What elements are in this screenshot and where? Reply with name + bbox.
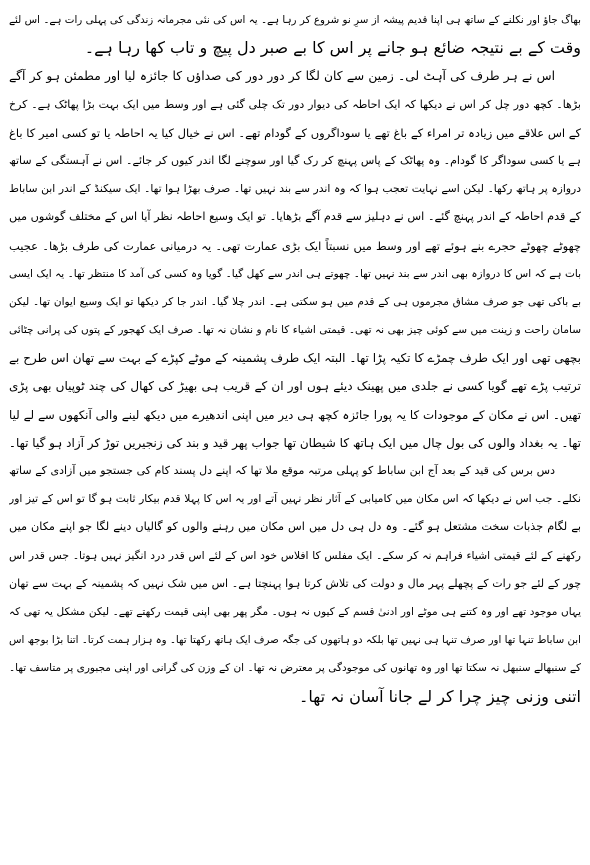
- paragraph-1: [9, 6, 581, 62]
- text-line: تھا۔ یہ بغداد والوں کی بول چال میں ایک ہاتھ کا شیطان تھا جواب پھر قید و بند کی زنجیریں توڑ کر آزاد ہو گیا تھا۔: [9, 435, 581, 450]
- text-line: وقت کے بے نتیجہ ضائع ہو جانے پر اس کا بے صبر دل پیچ و تاب کھا رہا ہے۔: [84, 38, 581, 58]
- text-line: بات ہے کہ اس کا دروازہ بھی اندر سے بند نہیں تھا۔ چھوتے ہی اندر سے کھل گیا۔ گویا وہ کسی کی آمد کا منتظر تھا۔ یہ ایک ایسی: [9, 267, 581, 280]
- paragraph-2: [9, 62, 581, 457]
- text-line: یہاں موجود تھے اور وہ کتنے ہی موٹے اور ادنیٰ قسم کے کیوں نہ ہوں۔ مگر پھر بھی اپنی قیمت رکھتے تھے۔ لیکن مشکل یہ تھی کہ: [9, 605, 581, 618]
- text-line: چور کے لئے جو رات کے پچھلے پہر مال و دولت کی تلاش کرتا ہوا پہنچتا ہے۔ اس میں شک نہیں کہ پشمینہ کے بہت سے تھان: [9, 576, 581, 590]
- text-line: بے لگام جذبات سخت مشتعل ہو گئے۔ وہ دل ہی دل میں اس مکان میں رہنے والوں کو گالیاں دینے لگا جو اپنے مکان میں: [9, 520, 581, 534]
- text-line: کے قدم احاطہ کے اندر پہنچ گئے۔ اس نے دہلیز سے قدم آگے بڑھایا۔ تو ایک وسیع احاطہ نظر آیا اس کے مختلف گوشوں میں: [9, 210, 581, 224]
- text-line: بھاگ جاؤ اور نکلنے کے ساتھ ہی اپنا قدیم پیشہ از سرِ نو شروع کر رہا ہے۔ یہ اس کی نئی مجرمانہ زندگی کی پہلی رات ہے۔ اس لئے: [9, 14, 581, 26]
- text-line: کے سنبھالے سنبھل نہ سکتا تھا اور وہ تھانوں کی موجودگی پر معترض نہ تھا۔ ان کے وزن کی گرانی اور اپنی مجبوری پر متاسف تھا۔: [9, 662, 581, 675]
- text-line: ہے یا کسی سوداگر کا گودام۔ وہ پھاٹک کے پاس پہنچ کر رک گیا اور سوچنے لگا اندر کیوں کر جائے۔ اس نے آہستگی کے ساتھ: [9, 153, 581, 167]
- text-line: تھیں۔ اس نے مکان کے موجودات کا یہ پورا جائزہ کچھ ہی دیر میں اپنی اندھیرے میں دیکھ لینے والی آنکھوں سے لے لیا: [9, 407, 581, 422]
- text-line: رکھنے کے لئے قیمتی اشیاء فراہم نہ کر سکے۔ ایک مفلس کا افلاس خود اس کے لئے اس قدر درد انگیز نہیں ہوتا۔ جس قدر اس: [9, 548, 581, 562]
- text-line: ابن ساباط تنہا تھا اور صرف تنہا ہی نہیں تھا بلکہ دو ہاتھوں کی جگہ صرف ایک ہاتھ رکھتا تھا۔ وہ ہزار ہمت کرتا۔ اتنا بڑا بوجھ اس: [9, 634, 581, 647]
- text-line: اس نے ہر طرف کی آہٹ لی۔ زمین سے کان لگا کر دور دور کی صداؤں کا جائزہ لیا اور مطمئن ہو کر آگے: [9, 69, 555, 84]
- text-line: نکلے۔ جب اس نے دیکھا کہ اس مکان میں کامیابی کے آثار نظر نہیں آتے اور یہ اس کا پہلا قدم بیکار ثابت ہو گا تو اس کے تیز اور: [9, 492, 581, 506]
- text-line: چھوٹے چھوٹے حجرے بنے ہوئے تھے اور وسط میں نسبتاً ایک بڑی عمارت تھی۔ یہ درمیانی عمارت کی طرف بڑھا۔ عجیب: [9, 238, 581, 253]
- text-line: بچھی تھی اور ایک طرف چمڑے کا تکیہ پڑا تھا۔ البتہ ایک طرف پشمینہ کے موٹے کپڑے کے بہت سے تھان اس طرح بے: [9, 351, 581, 366]
- paragraph-3: [9, 457, 581, 711]
- text-line: دس برس کی قید کے بعد آج ابن ساباط کو پہلی مرتبہ موقع ملا تھا کہ اپنے دل پسند کام کی جستجو میں آزادی کے ساتھ: [9, 464, 555, 477]
- text-line: ترتیب پڑے تھے گویا کسی نے جلدی میں پھینک دیئے ہوں اور ان کے قریب ہی بھیڑ کی کھال کی چند ٹوپیاں بھی پڑی: [9, 379, 581, 394]
- text-line: بے باکی تھی جو صرف مشاق مجرموں ہی کے قدم میں ہو سکتی ہے۔ اندر چلا گیا۔ اندر جا کر دیکھا تو ایک وسیع ایوان تھا۔ لیکن: [9, 295, 581, 308]
- text-line: دروازہ پر ہاتھ رکھا۔ لیکن اسے نہایت تعجب ہوا کہ وہ اندر سے بند نہیں تھا۔ صرف بھڑا ہوا تھا۔ ایک سیکنڈ کے اندر ابن ساباط: [9, 182, 581, 196]
- text-line: کے اس علاقے میں زیادہ تر امراء کے باغ تھے یا سوداگروں کے گودام تھے۔ اس نے خیال کیا یہ احاطہ یا تو کسی امیر کا باغ: [9, 125, 581, 140]
- text-line: اتنی وزنی چیز چرا کر لے جانا آسان نہ تھا۔: [299, 686, 581, 706]
- text-line: بڑھا۔ کچھ دور چل کر اس نے دیکھا کہ ایک احاطہ کی دیوار دور تک چلی گئی ہے اور وسط میں ایک بہت بڑا پھاٹک ہے۔ کرخ: [9, 97, 581, 111]
- text-line: سامان راحت و زینت میں سے کوئی چیز بھی نہ تھی۔ قیمتی اشیاء کا نام و نشان نہ تھا۔ صرف ایک کھجور کے پتوں کی پرانی چٹائی: [9, 324, 581, 337]
